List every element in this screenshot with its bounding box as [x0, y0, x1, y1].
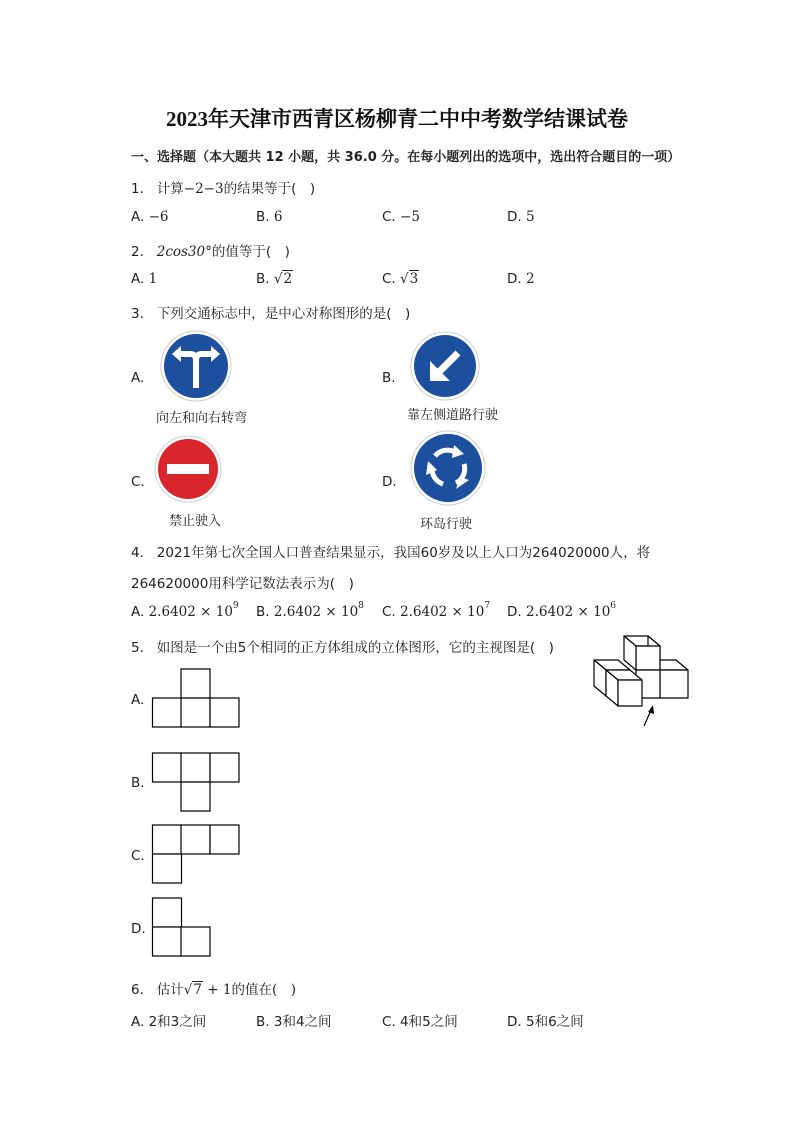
question-4-line-2: 264620000用科学记数法表示为( ): [131, 576, 354, 592]
sqrt-sign: √: [400, 271, 409, 287]
math-expression: 2cos30°: [156, 244, 212, 260]
q3-option-b[interactable]: B.: [382, 370, 396, 386]
question-5: [131, 636, 554, 656]
question-text: + 1的值在( ): [202, 982, 296, 998]
q6-option-c[interactable]: C. 4和5之间: [382, 1014, 458, 1030]
sign-caption: 禁止驶入: [169, 514, 222, 529]
q5-option-a[interactable]: A.: [131, 692, 145, 708]
question-6: [131, 978, 296, 998]
question-text: 如图是一个由5个相同的正方体组成的立体图形，它的主视图是( ): [156, 640, 554, 656]
q6-option-d[interactable]: D. 5和6之间: [507, 1014, 584, 1030]
q3-option-a[interactable]: A.: [131, 370, 145, 386]
section-heading: 一、选择题（本大题共 12 小题，共 36.0 分。在每小题列出的选项中，选出符合题目的一项）: [131, 150, 681, 165]
front-view-option-d: [152, 897, 242, 957]
question-text: 下列交通标志中，是中心对称图形的是( ): [156, 306, 411, 322]
q1-option-a[interactable]: A. −6: [131, 209, 169, 225]
q1-option-d[interactable]: D. 5: [507, 209, 535, 225]
q4-option-c[interactable]: C. $2.6402 \times 10^7$: [382, 601, 491, 620]
question-text: 的结果等于( ): [223, 181, 316, 197]
question-number: 5.: [131, 640, 144, 656]
q5-option-c[interactable]: C.: [131, 848, 145, 864]
cube-figure: [590, 632, 694, 728]
q2-option-b[interactable]: B. √2: [256, 271, 293, 287]
question-text: 2021年第七次全国人口普查结果显示，我国60岁及以上人口为264020000人，将: [156, 545, 651, 561]
q2-option-d[interactable]: D. 2: [507, 271, 535, 287]
q4-option-b[interactable]: B. $2.6402 \times 10^8$: [256, 601, 364, 620]
question-1: [131, 177, 315, 197]
front-view-option-b: [152, 752, 242, 812]
sqrt-sign: √: [273, 271, 283, 287]
q2-option-a[interactable]: A. 1: [131, 271, 158, 287]
sign-caption: 向左和向右转弯: [156, 411, 248, 426]
q5-option-b[interactable]: B.: [131, 775, 145, 791]
q4-option-a[interactable]: A. $2.6402 \times 10^9$: [131, 601, 239, 620]
sign-caption: 靠左侧道路行驶: [407, 408, 499, 423]
q1-option-b[interactable]: B. 6: [256, 209, 283, 225]
q1-option-c[interactable]: C. −5: [382, 209, 420, 225]
q3-option-c[interactable]: C.: [131, 474, 145, 490]
no-entry-sign-icon: [154, 435, 222, 503]
question-text: 的值等于( ): [211, 244, 290, 260]
sign-caption: 环岛行驶: [420, 517, 473, 532]
turn-left-right-sign-icon: [160, 330, 232, 402]
question-text: 估计: [156, 982, 184, 998]
math-expression: −2−3: [183, 181, 224, 197]
q6-option-b[interactable]: B. 3和4之间: [256, 1014, 332, 1030]
keep-left-sign-icon: [410, 331, 480, 401]
question-number: 2.: [131, 244, 144, 260]
q4-option-d[interactable]: D. $2.6402 \times 10^6$: [507, 601, 617, 620]
q5-option-d[interactable]: D.: [131, 921, 146, 937]
page-title: 2023年天津市西青区杨柳青二中中考数学结课试卷: [166, 107, 628, 131]
front-view-option-a: [152, 668, 242, 728]
q2-option-c[interactable]: C. √3: [382, 271, 419, 287]
question-number: 6.: [131, 982, 144, 998]
question-4: [131, 541, 650, 561]
q6-option-a[interactable]: A. 2和3之间: [131, 1014, 207, 1030]
question-number: 1.: [131, 181, 144, 197]
question-number: 3.: [131, 306, 144, 322]
sqrt-sign: √: [183, 982, 193, 998]
question-number: 4.: [131, 545, 144, 561]
question-2: [131, 240, 290, 260]
front-view-option-c: [152, 824, 242, 884]
radicand: 7: [193, 982, 202, 998]
question-3: [131, 302, 410, 322]
roundabout-sign-icon: [410, 430, 486, 506]
q3-option-d[interactable]: D.: [382, 474, 397, 490]
question-text: 计算: [156, 181, 184, 197]
